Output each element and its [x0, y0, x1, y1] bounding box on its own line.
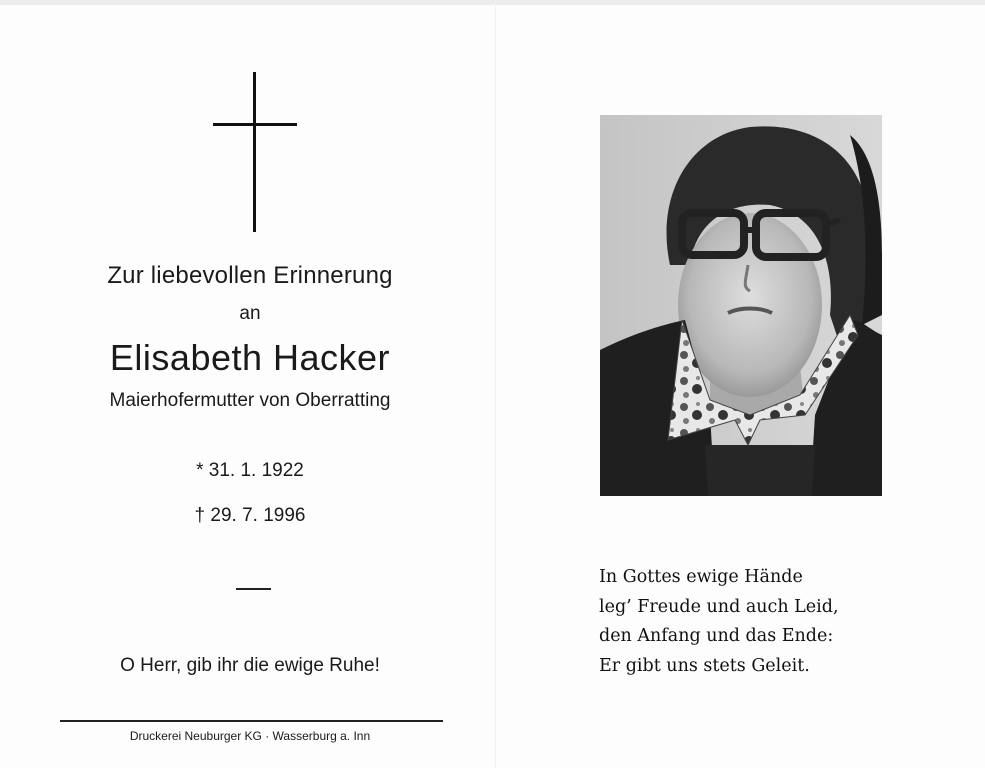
death-date: † 29. 7. 1996 — [194, 505, 306, 526]
verse-line-4: Er gibt uns stets Geleit. — [599, 655, 810, 676]
card-fold — [495, 0, 496, 768]
deceased-name: Elisabeth Hacker — [109, 337, 391, 378]
an-text: an — [239, 303, 261, 324]
left-panel — [5, 5, 495, 765]
verse — [599, 563, 839, 681]
printer-credit: Druckerei Neuburger KG · Wasserburg a. Inn — [129, 729, 371, 743]
portrait-photo — [600, 115, 882, 496]
intro-text: Zur liebevollen Erinnerung — [107, 262, 393, 289]
birth-date: * 31. 1. 1922 — [196, 460, 304, 481]
deceased-title: Maierhofermutter von Oberratting — [109, 390, 391, 411]
prayer-text: O Herr, gib ihr die ewige Ruhe! — [120, 655, 380, 676]
footer-rule — [60, 720, 443, 722]
cross-horizontal-bar — [213, 123, 297, 126]
cross-vertical-bar — [253, 72, 256, 232]
cross-icon — [213, 72, 297, 232]
verse-line-2: leg’ Freude und auch Leid, — [599, 596, 839, 617]
verse-line-3: den Anfang und das Ende: — [599, 626, 834, 646]
separator-dash — [236, 588, 271, 590]
verse-line-1: In Gottes ewige Hände — [599, 567, 803, 587]
